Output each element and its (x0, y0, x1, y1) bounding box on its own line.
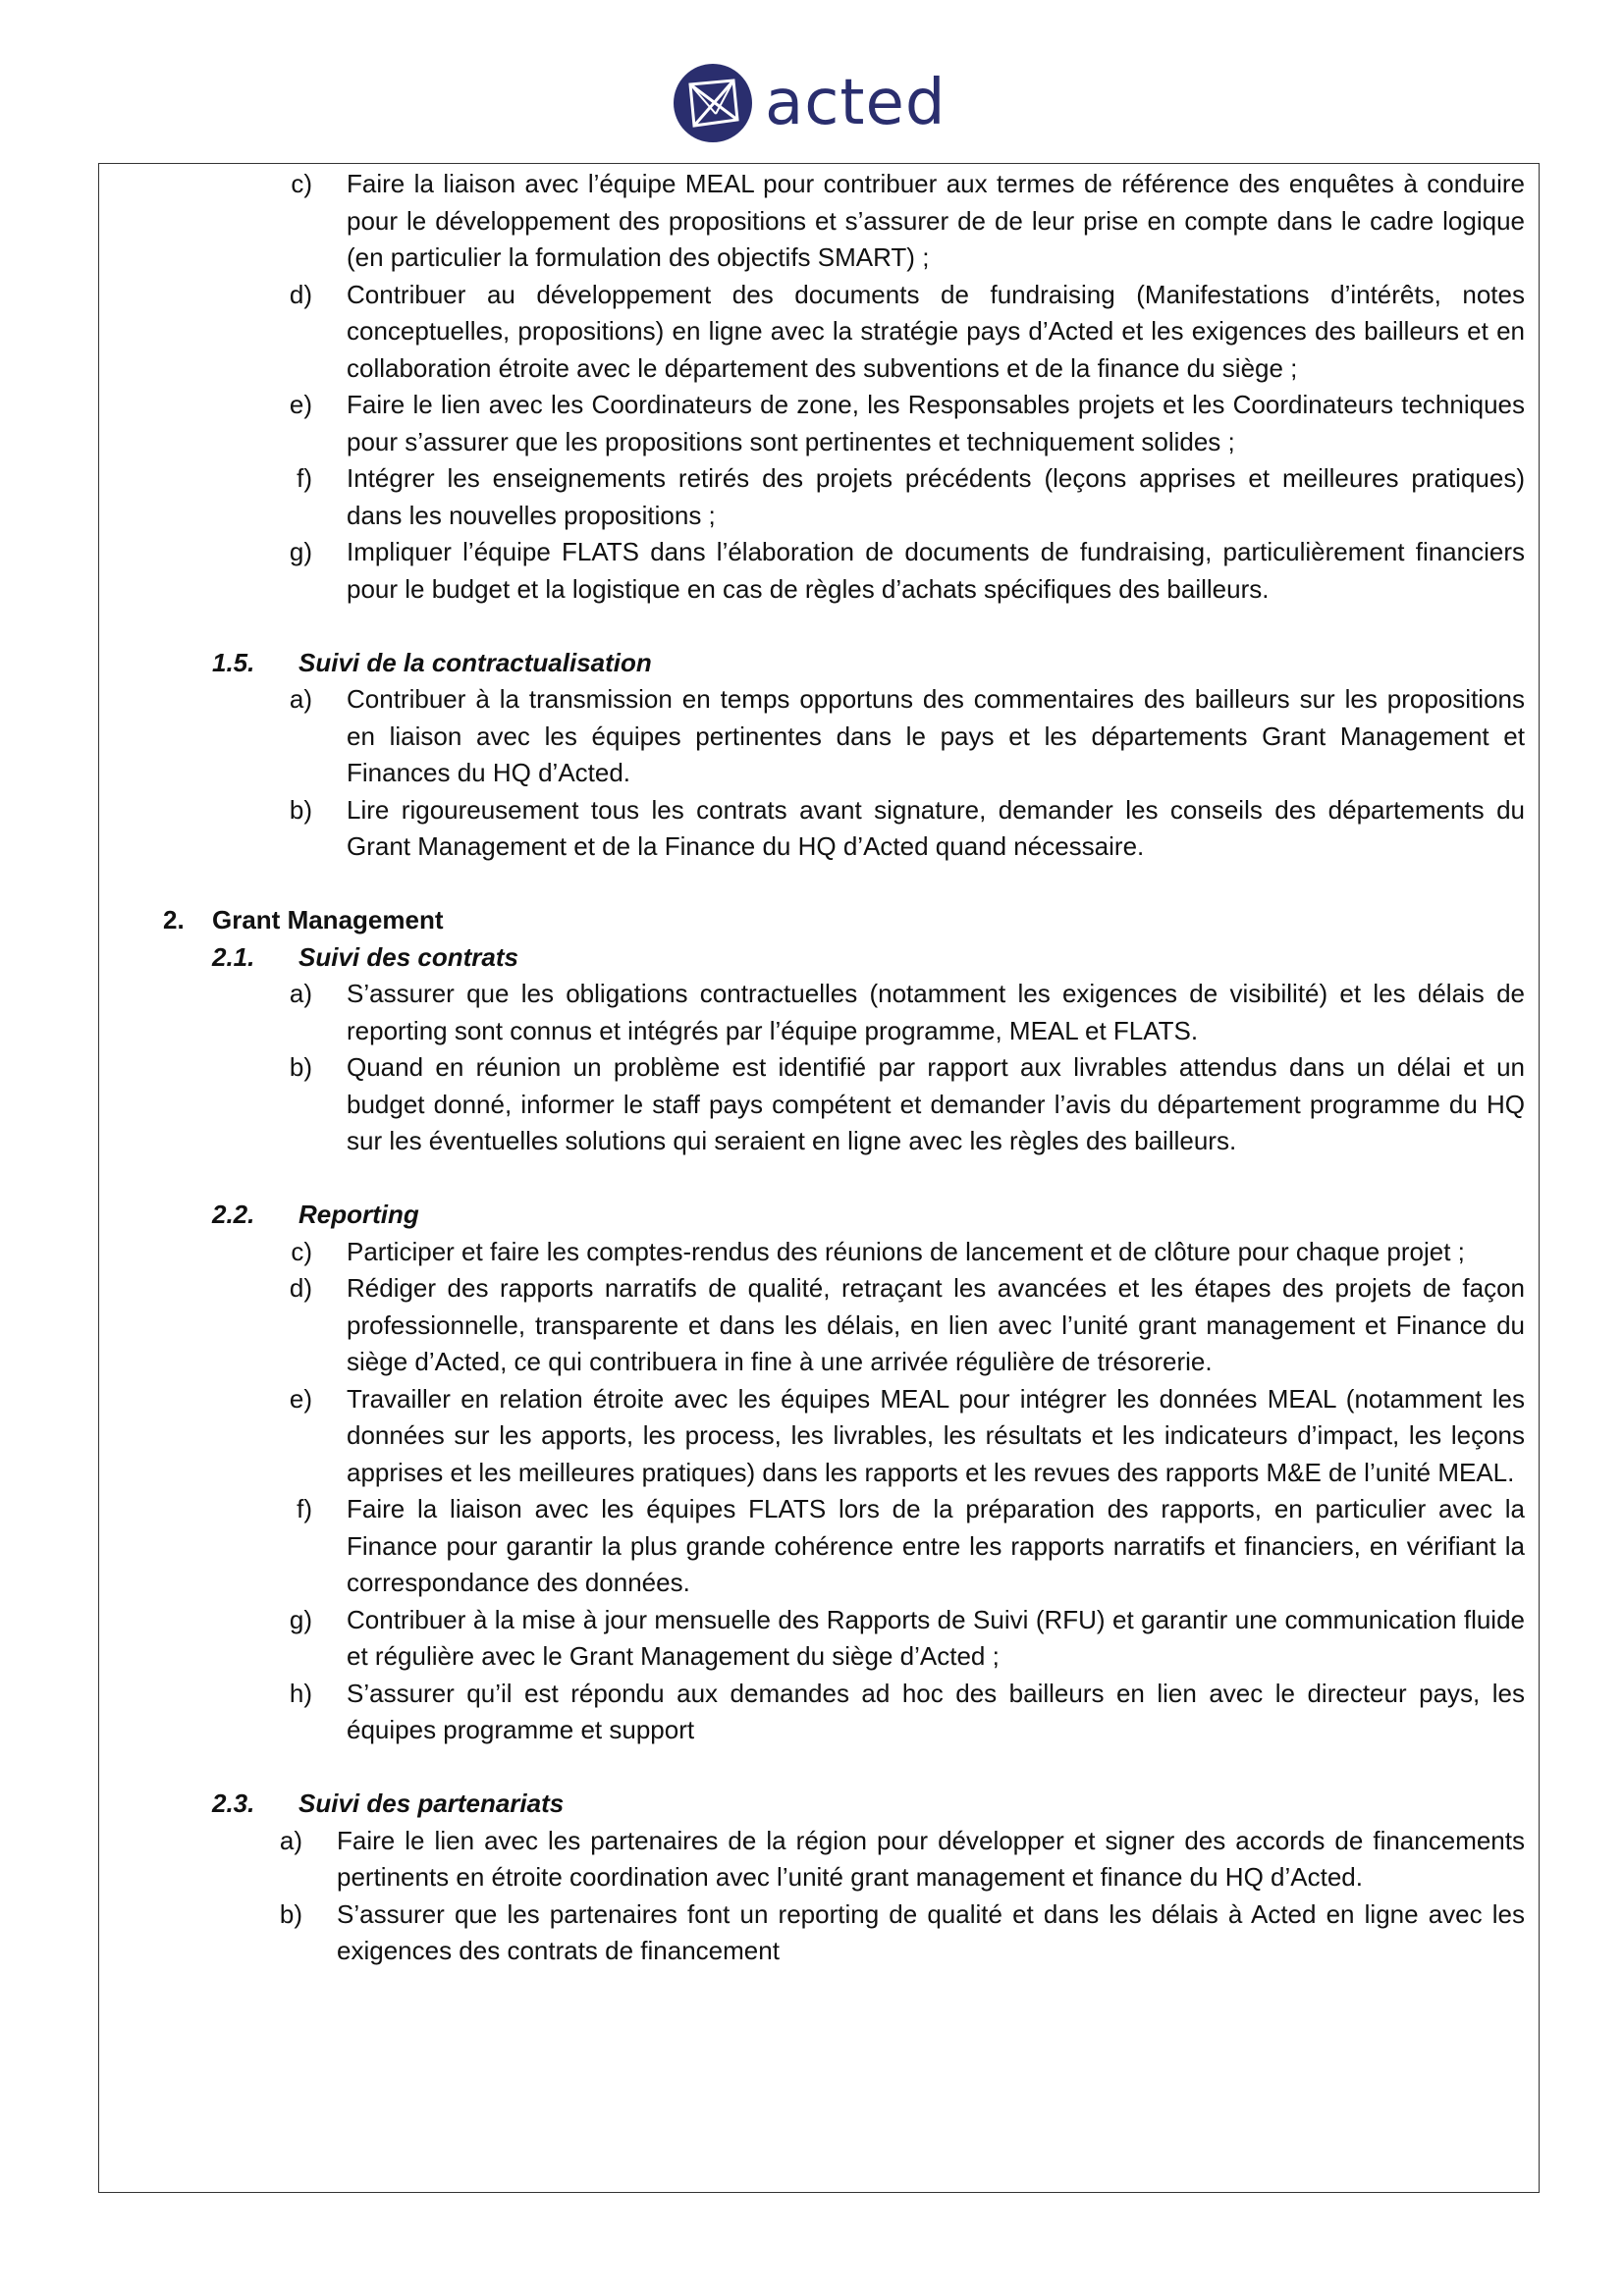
section-title: Suivi des contrats (298, 941, 518, 972)
section-number: 2.3. (212, 1789, 255, 1818)
list-item (291, 166, 1525, 277)
list-item-text: Intégrer les enseignements retirés des projets précédents (leçons apprises et meilleures pratiques) dans les nouvelles propositions ; (347, 463, 1525, 530)
list-item-text: Faire la liaison avec les équipes FLATS lors de la préparation des rapports, en particulier avec la Finance pour garantir la plus grande cohérence entre les rapports narratifs et financiers, en vérifiant la correspondance des données. (347, 1494, 1525, 1597)
list-marker: a) (289, 684, 312, 714)
section-heading-2-2 (212, 1197, 1624, 1234)
list-marker: g) (289, 1604, 312, 1634)
list-marker: f) (297, 463, 312, 493)
list-marker: a) (289, 979, 312, 1008)
acted-logo-text: acted (765, 67, 947, 139)
list-item (289, 1049, 1525, 1160)
list-marker: g) (289, 537, 312, 566)
section-number: 2. (163, 905, 185, 934)
list-item (289, 1676, 1525, 1749)
list-item-text: S’assurer que les obligations contractuelles (notamment les exigences de visibilité) et les délais de reporting sont connus et intégrés par l’équipe programme, MEAL et FLATS. (347, 979, 1525, 1045)
list-item (289, 1270, 1525, 1381)
list-item (279, 1896, 1525, 1970)
list-item (279, 1823, 1525, 1896)
section-heading-2-3 (212, 1786, 1624, 1823)
list-item-text: Impliquer l’équipe FLATS dans l’élaboration de documents de fundraising, particulièrement financiers pour le budget et la logistique en cas de règles d’achats spécifiques des bailleurs. (347, 537, 1525, 604)
list-item-text: Faire le lien avec les partenaires de la région pour développer et signer des accords de financements pertinents en étroite coordination avec l’unité grant management et finance du HQ d’Acted. (337, 1825, 1525, 1892)
list-item-text: Travailler en relation étroite avec les équipes MEAL pour intégrer les données MEAL (notamment les données sur les apports, les process, les livrables, les résultats et les indicateurs d’impact, les leçons apprises et les meilleures pratiques) dans les rapports et les revues des rapports M&E de l’unité MEAL. (347, 1383, 1525, 1487)
list-item (289, 681, 1525, 792)
list-item (289, 534, 1525, 608)
list-marker: b) (279, 1898, 302, 1929)
acted-logo (673, 62, 947, 144)
list-item-text: Faire la liaison avec l’équipe MEAL pour contribuer aux termes de référence des enquêtes à conduire pour le développement des propositions et s’assurer de de leur prise en compte dans le cadre logique (en particulier la formulation des objectifs SMART) ; (347, 169, 1525, 272)
list-marker: h) (289, 1678, 312, 1708)
list-item-text: Contribuer au développement des documents de fundraising (Manifestations d’intérêts, notes conceptuelles, propositions) en ligne avec la stratégie pays d’Acted et les exigences des bailleurs et en collaboration étroite avec le département des subventions et de la finance du siège ; (347, 279, 1525, 383)
list-item-text: Participer et faire les comptes-rendus des réunions de lancement et de clôture pour chaque projet ; (347, 1236, 1465, 1266)
section-title: Reporting (298, 1200, 419, 1229)
section-heading-1-5 (212, 645, 1624, 682)
list-item (289, 792, 1525, 866)
list-item-text: Lire rigoureusement tous les contrats avant signature, demander les conseils des départements du Grant Management et de la Finance du HQ d’Acted quand nécessaire. (347, 794, 1525, 861)
section-number: 2.1. (212, 941, 255, 972)
list-marker: f) (297, 1494, 312, 1523)
list-item (291, 1234, 1525, 1271)
list-marker: d) (289, 1273, 312, 1303)
list-marker: c) (291, 1236, 312, 1266)
list-item-text: Quand en réunion un problème est identifié par rapport aux livrables attendus dans un délai et un budget donné, informer le staff pays compétent et demander l’avis du département programme du HQ sur les éventuelles solutions qui seraient en ligne avec les règles des bailleurs. (347, 1052, 1525, 1155)
list-marker: e) (289, 1383, 312, 1414)
list-item-text: Contribuer à la mise à jour mensuelle des Rapports de Suivi (RFU) et garantir une communication fluide et régulière avec le Grant Management du siège d’Acted ; (347, 1604, 1525, 1671)
acted-logo-emblem-icon (673, 63, 753, 143)
list-item-text: Rédiger des rapports narratifs de qualité, retraçant les avancées et les étapes des projets de façon professionnelle, transparente et dans les délais, en lien avec l’unité grant management et Finance du siège d’Acted, ce qui contribuera in fine à une arrivée régulière de trésorerie. (347, 1273, 1525, 1376)
section-number: 1.5. (212, 647, 255, 677)
list-marker: c) (291, 169, 312, 198)
list-item-text: S’assurer qu’il est répondu aux demandes ad hoc des bailleurs en lien avec le directeur pays, les équipes programme et support (347, 1678, 1525, 1744)
section-number: 2.2. (212, 1200, 255, 1229)
list-continuation (0, 166, 1624, 608)
list-marker: b) (289, 794, 312, 825)
section-heading-2-1 (212, 939, 1624, 977)
list-item-text: Faire le lien avec les Coordinateurs de zone, les Responsables projets et les Coordinateurs techniques pour s’assurer que les propositions sont pertinentes et techniquement solides ; (347, 390, 1525, 456)
list-item (289, 387, 1525, 460)
section-title: Suivi de la contractualisation (298, 647, 652, 677)
list-marker: d) (289, 279, 312, 309)
list-marker: b) (289, 1052, 312, 1082)
list-item-text: Contribuer à la transmission en temps opportuns des commentaires des bailleurs sur les propositions en liaison avec les équipes pertinentes dans le pays et les départements Grant Management et Finances du HQ d’Acted. (347, 684, 1525, 787)
section-heading-2 (163, 902, 1624, 939)
list-item-text: S’assurer que les partenaires font un reporting de qualité et dans les délais à Acted en ligne avec les exigences des contrats de financement (337, 1898, 1525, 1965)
list-item (297, 460, 1525, 534)
list-item (289, 976, 1525, 1049)
list-item (289, 1381, 1525, 1492)
section-title: Suivi des partenariats (298, 1789, 565, 1818)
section-title: Grant Management (212, 905, 444, 934)
list-marker: a) (279, 1825, 302, 1855)
document-body (0, 166, 1624, 1970)
list-marker: e) (289, 390, 312, 419)
list-item (297, 1491, 1525, 1602)
list-item (289, 1602, 1525, 1676)
list-item (289, 277, 1525, 388)
